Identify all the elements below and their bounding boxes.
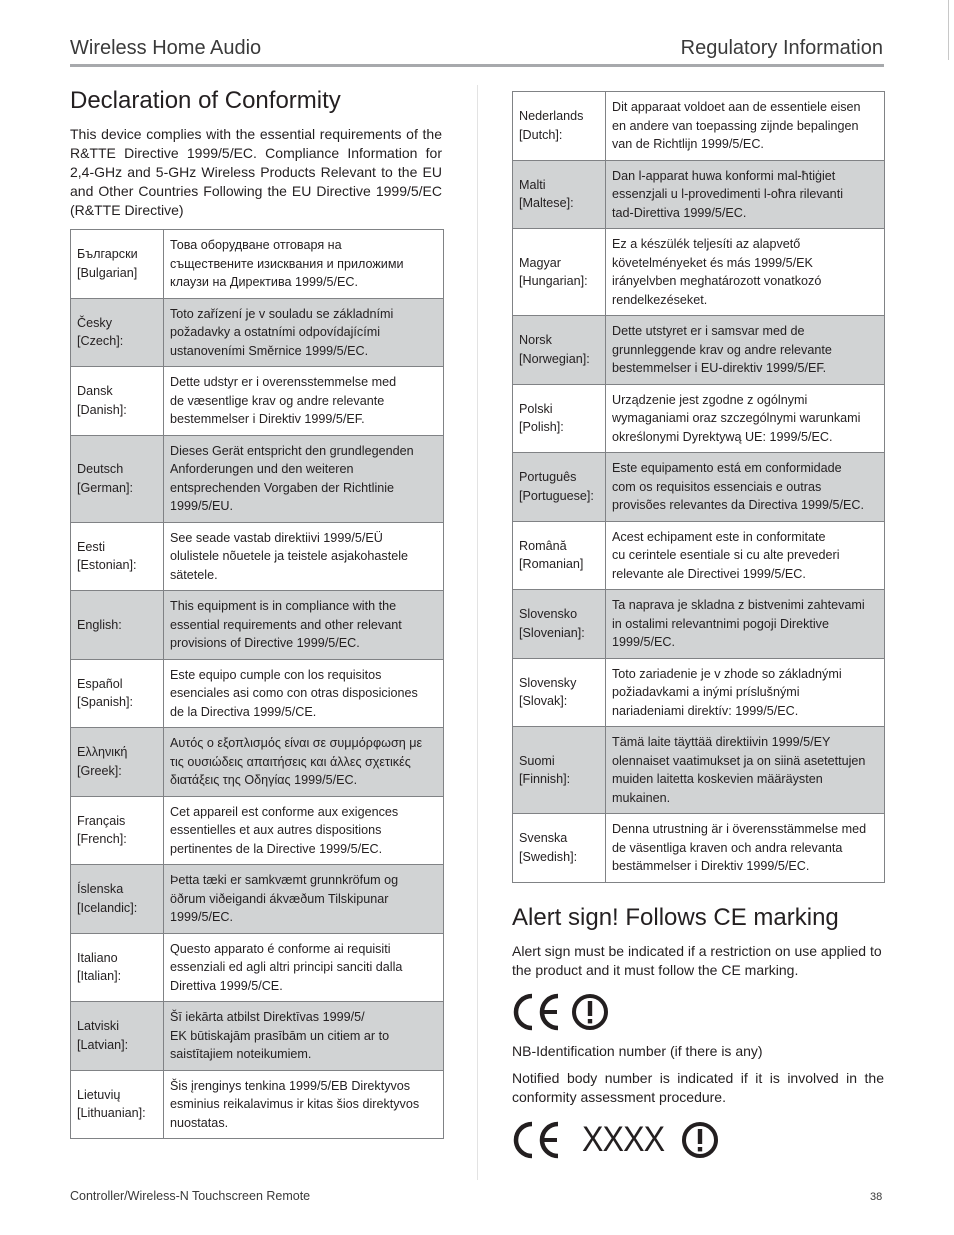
language-cell: Français [French]: xyxy=(71,796,164,865)
table-row xyxy=(513,814,885,883)
statement-cell: Šis įrenginys tenkina 1999/5/EB Direktyvos esminius reikalavimus ir kitas šios direktyvos nuostatas. xyxy=(164,1070,444,1139)
language-cell: Română [Romanian] xyxy=(513,521,606,590)
table-row xyxy=(71,865,444,934)
language-cell: Italiano [Italian]: xyxy=(71,933,164,1002)
language-cell: Slovensko [Slovenian]: xyxy=(513,590,606,659)
table-row xyxy=(513,384,885,453)
header-section: Regulatory Information xyxy=(680,37,883,59)
table-row xyxy=(71,1070,444,1139)
table-row xyxy=(513,229,885,316)
footer-product: Controller/Wireless-N Touchscreen Remote xyxy=(70,1189,311,1203)
statement-cell: Acest echipament este in conformitate cu cerintele esentiale si cu alte prevederi relevante ale Directivei 1999/5/EC. xyxy=(606,521,885,590)
nb-number-placeholder: XXXX xyxy=(582,1120,665,1159)
ce-alert-mark xyxy=(512,992,609,1032)
table-row xyxy=(71,796,444,865)
language-cell: Deutsch [German]: xyxy=(71,435,164,522)
statement-cell: Šī iekārta atbilst Direktīvas 1999/5/ EK būtiskajām prasībām un citiem ar to saistītajiem noteikumiem. xyxy=(164,1002,444,1071)
language-cell: Nederlands [Dutch]: xyxy=(513,92,606,161)
table-row xyxy=(513,658,885,727)
statement-cell: Ta naprava je skladna z bistvenimi zahtevami in ostalimi relevantnimi pogoji Direktive 1999/5/EC. xyxy=(606,590,885,659)
declaration-title: Declaration of Conformity xyxy=(70,87,341,114)
ce-mark-icon xyxy=(512,1120,564,1160)
statement-cell: Questo apparato é conforme ai requisiti essenziali ed agli altri principi sanciti dalla Direttiva 1999/5/CE. xyxy=(164,933,444,1002)
statement-cell: Dit apparaat voldoet aan de essentiele eisen en andere van toepassing zijnde bepalingen van de Richtlijn 1999/5/EC. xyxy=(606,92,885,161)
statement-cell: Tämä laite täyttää direktiivin 1999/5/EY olennaiset vaatimukset ja on siinä asetettujen muiden laitetta koskevien määräysten mukainen. xyxy=(606,727,885,814)
table-row xyxy=(513,521,885,590)
table-row xyxy=(71,659,444,728)
language-cell: Български [Bulgarian] xyxy=(71,230,164,299)
language-cell: Íslenska [Icelandic]: xyxy=(71,865,164,934)
statement-cell: Dan l-apparat huwa konformi mal-ħtiġiet essenzjali u l-provedimenti l-oħra rilevanti tad-Direttiva 1999/5/EC. xyxy=(606,160,885,229)
declaration-intro: This device complies with the essential requirements of the R&TTE Directive 1999/5/EC. Compliance Information for 2,4-GHz and 5-GHz Wireless Products Relevant to the EU and Other Countries Following the EU Directive 1999/5/EC (R&TTE Directive) xyxy=(70,126,442,218)
statement-cell: Urządzenie jest zgodne z ogólnymi wymaganiami oraz szczególnymi warunkami określonymi Dyrektywą UE: 1999/5/EC. xyxy=(606,384,885,453)
statement-cell: Dette utstyret er i samsvar med de grunnleggende krav og andre relevante bestemmelser i EU-direktiv 1999/5/EF. xyxy=(606,316,885,385)
table-row xyxy=(513,92,885,161)
right-conformity-table xyxy=(512,91,885,883)
table-row xyxy=(513,160,885,229)
statement-cell: Toto zařízení je v souladu se základními požadavky a ostatními odpovídajícími ustanoveními Směrnice 1999/5/EC. xyxy=(164,298,444,367)
alert-exclamation-icon xyxy=(681,1121,719,1159)
header-title: Wireless Home Audio xyxy=(70,37,262,59)
header-rule xyxy=(70,64,884,67)
language-cell: Polski [Polish]: xyxy=(513,384,606,453)
table-row xyxy=(513,590,885,659)
language-cell: Dansk [Danish]: xyxy=(71,367,164,436)
statement-cell: Denna utrustning är i överensstämmelse med de väsentliga kraven och andra relevanta bestämmelser i Direktiv 1999/5/EC. xyxy=(606,814,885,883)
language-cell: Español [Spanish]: xyxy=(71,659,164,728)
statement-cell: Това оборудване отговаря на съществените изисквания и приложими клаузи на Директива 1999/5/ЕС. xyxy=(164,230,444,299)
language-cell: Magyar [Hungarian]: xyxy=(513,229,606,316)
alert-title: Alert sign! Follows CE marking xyxy=(512,904,839,931)
table-row xyxy=(71,230,444,299)
language-cell: Português [Portuguese]: xyxy=(513,453,606,522)
statement-cell: Cet appareil est conforme aux exigences essentielles et aux autres dispositions pertinentes de la Directive 1999/5/EC. xyxy=(164,796,444,865)
left-conformity-table xyxy=(70,229,444,1139)
language-cell: Suomi [Finnish]: xyxy=(513,727,606,814)
nb-label: NB-Identification number (if there is any) xyxy=(512,1043,763,1059)
language-cell: English: xyxy=(71,591,164,660)
page-edge-mark xyxy=(948,0,949,60)
language-cell: Malti [Maltese]: xyxy=(513,160,606,229)
statement-cell: This equipment is in compliance with the essential requirements and other relevant provisions of Directive 1999/5/EC. xyxy=(164,591,444,660)
table-row xyxy=(71,728,444,797)
alert-exclamation-icon xyxy=(571,993,609,1031)
statement-cell: Αυτός ο εξοπλισμός είναι σε συμμόρφωση με τις ουσιώδεις απαιτήσεις και άλλες σχετικές διατάξεις της Οδηγίας 1999/5/EC. xyxy=(164,728,444,797)
language-cell: Slovensky [Slovak]: xyxy=(513,658,606,727)
statement-cell: Dieses Gerät entspricht den grundlegenden Anforderungen und den weiteren entsprechenden Vorgaben der Richtlinie 1999/5/EU. xyxy=(164,435,444,522)
table-row xyxy=(513,453,885,522)
language-cell: Latviski [Latvian]: xyxy=(71,1002,164,1071)
statement-cell: Þetta tæki er samkvæmt grunnkröfum og öðrum viðeigandi ákvæðum Tilskipunar 1999/5/EC. xyxy=(164,865,444,934)
column-divider xyxy=(477,85,478,1180)
table-row xyxy=(71,591,444,660)
statement-cell: See seade vastab direktiivi 1999/5/EÜ olulistele nõuetele ja teistele asjakohastele sätetele. xyxy=(164,522,444,591)
table-row xyxy=(71,298,444,367)
table-row xyxy=(71,933,444,1002)
language-cell: Svenska [Swedish]: xyxy=(513,814,606,883)
nb-body: Notified body number is indicated if it is involved in the conformity assessment procedure. xyxy=(512,1070,884,1105)
statement-cell: Toto zariadenie je v zhode so základnými požiadavkami a inými príslušnými nariadeniami direktív: 1999/5/EC. xyxy=(606,658,885,727)
table-row xyxy=(71,367,444,436)
statement-cell: Dette udstyr er i overensstemmelse med de væsentlige krav og andre relevante bestemmelser i Direktiv 1999/5/EF. xyxy=(164,367,444,436)
page-number: 38 xyxy=(870,1191,883,1203)
language-cell: Ελληνική [Greek]: xyxy=(71,728,164,797)
language-cell: Česky [Czech]: xyxy=(71,298,164,367)
table-row xyxy=(513,316,885,385)
statement-cell: Este equipamento está em conformidade com os requisitos essenciais e outras provisões relevantes da Directiva 1999/5/EC. xyxy=(606,453,885,522)
ce-mark-icon xyxy=(512,992,564,1032)
table-row xyxy=(71,1002,444,1071)
language-cell: Eesti [Estonian]: xyxy=(71,522,164,591)
language-cell: Lietuvių [Lithuanian]: xyxy=(71,1070,164,1139)
statement-cell: Ez a készülék teljesíti az alapvető követelményeket és más 1999/5/EK irányelvben meghatározott vonatkozó rendelkezéseket. xyxy=(606,229,885,316)
ce-nb-mark xyxy=(512,1120,719,1160)
language-cell: Norsk [Norwegian]: xyxy=(513,316,606,385)
table-row xyxy=(71,435,444,522)
statement-cell: Este equipo cumple con los requisitos esenciales asi como con otras disposiciones de la Directiva 1999/5/CE. xyxy=(164,659,444,728)
alert-body: Alert sign must be indicated if a restriction on use applied to the product and it must follow the CE marking. xyxy=(512,943,882,978)
table-row xyxy=(71,522,444,591)
table-row xyxy=(513,727,885,814)
